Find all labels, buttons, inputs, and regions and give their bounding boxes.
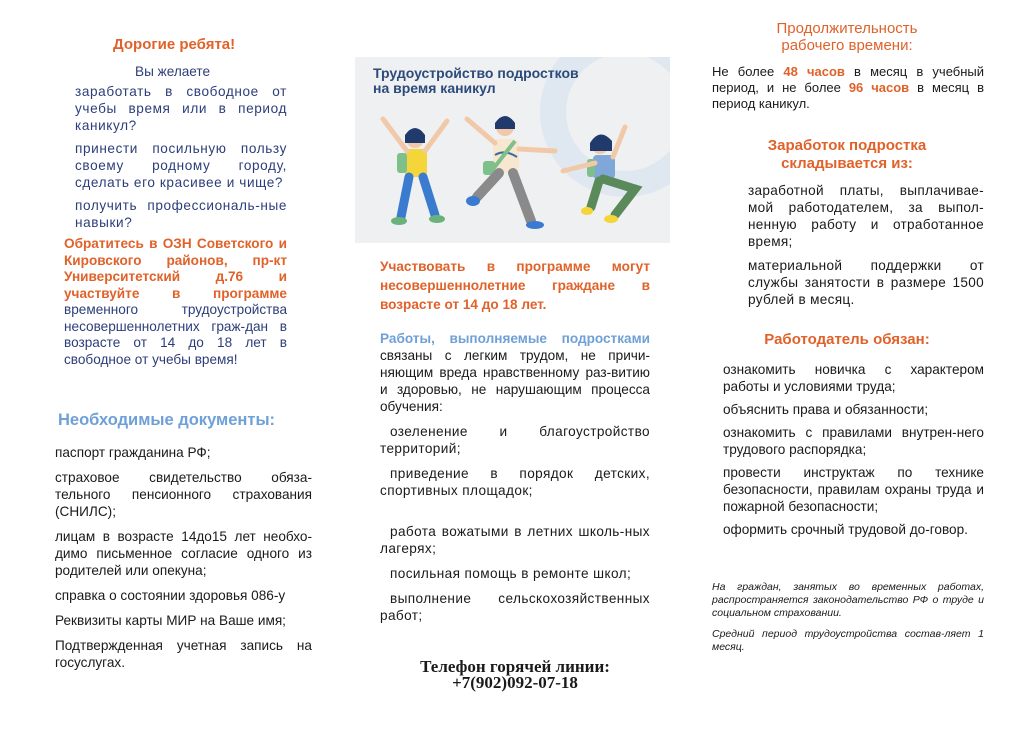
document-item: Реквизиты карты МИР на Ваше имя; <box>55 613 286 628</box>
duty-item: оформить срочный трудовой до-говор. <box>723 522 968 537</box>
duty-item: ознакомить новичка с характером работы и условиями труда; <box>723 362 984 394</box>
wishes-list <box>75 83 287 237</box>
duty-item: ознакомить с правилами внутрен-него трудового распорядка; <box>723 425 984 457</box>
earnings-item: заработной платы, выплачивае-мой работодателем, за выпол-ненную работу и отработанное время; <box>748 183 984 249</box>
note-law: На граждан, занятых во временных работах, распространяется законодательство РФ о труде и социальном страховании. <box>712 581 984 619</box>
document-item: паспорт гражданина РФ; <box>55 445 211 460</box>
employer-heading: Работодатель обязан: <box>764 331 930 348</box>
note-period: Средний период трудоустройства состав-ляет 1 месяц. <box>712 628 984 653</box>
wish-item: заработать в свободное от учебы время или в период каникул? <box>75 84 287 133</box>
employer-duties-list <box>723 361 984 544</box>
earnings-item: материальной поддержки от службы занятости в размере 1500 рублей в месяц. <box>748 258 984 307</box>
contact-address: Обратитесь в ОЗН Советского и Кировского районов, пр-кт Университетский д.76 и участвуйте в программе <box>64 236 287 301</box>
duration-heading: Продолжительность рабочего времени: <box>776 20 918 54</box>
document-item: страховое свидетельство обяза-тельного пенсионного страхования (СНИЛС); <box>55 470 312 519</box>
works-heading: Работы, выполняемые подростками <box>380 331 650 346</box>
work-item: посильная помощь в ремонте школ; <box>390 566 632 581</box>
documents-heading: Необходимые документы: <box>58 411 276 429</box>
work-item: приведение в порядок детских, спортивных площадок; <box>380 466 650 498</box>
legal-notes <box>712 581 984 662</box>
banner-title: Трудоустройство подростков на время каникул <box>373 65 579 96</box>
hotline-label: Телефон горячей линии: <box>420 657 610 676</box>
earnings-heading: Заработок подростка складывается из: <box>767 137 927 172</box>
contact-paragraph <box>64 236 287 368</box>
earnings-list <box>748 182 984 315</box>
work-item: работа вожатыми в летних школь-ных лагерях; <box>380 524 650 556</box>
contact-program: временного трудоустройства несовершеннолетних граж-дан в возрасте от 14 до 18 лет в свободное от учебы время! <box>64 302 287 367</box>
documents-list <box>55 444 312 679</box>
works-description: связаны с легким трудом, не причи-няющим вреда нравственному раз-витию и здоровью, не нарушающим процесса обучения: <box>380 348 650 414</box>
hotline-number[interactable]: +7(902)092-07-18 <box>452 673 578 692</box>
work-item: выполнение сельскохозяйственных работ; <box>380 591 650 623</box>
hours-school: 48 часов <box>783 64 845 79</box>
wish-item: принести посильную пользу своему родному городу, сделать его красивее и чище? <box>75 141 287 190</box>
duty-item: объяснить права и обязанности; <box>723 402 929 417</box>
wish-item: получить профессиональ-ные навыки? <box>75 198 287 230</box>
document-item: лицам в возрасте 14до15 лет необхо-димо письменное согласие одного из родителей или опекуна; <box>55 529 312 578</box>
banner-illustration <box>355 57 670 243</box>
jumping-teens-icon <box>355 97 670 243</box>
document-item: справка о состоянии здоровья 086-у <box>55 588 286 603</box>
hours-holiday: 96 часов <box>848 80 910 95</box>
works-section <box>380 330 650 632</box>
work-item: озеленение и благоустройство территорий; <box>380 424 650 456</box>
wish-intro: Вы желаете <box>135 64 211 79</box>
duty-item: провести инструктаж по технике безопасности, правилам охраны труда и пожарной безопасности; <box>723 465 984 514</box>
participation-note: Участвовать в программе могут несовершеннолетние граждане в возрасте от 14 до 18 лет. <box>380 259 650 312</box>
document-item: Подтвержденная учетная запись на госуслугах. <box>55 638 312 670</box>
greeting-heading: Дорогие ребята! <box>113 36 236 53</box>
duration-text: Не более 48 часов в месяц в учебный период, и не более 96 часов в месяц в период каникул. <box>712 64 985 111</box>
hotline <box>385 659 645 691</box>
